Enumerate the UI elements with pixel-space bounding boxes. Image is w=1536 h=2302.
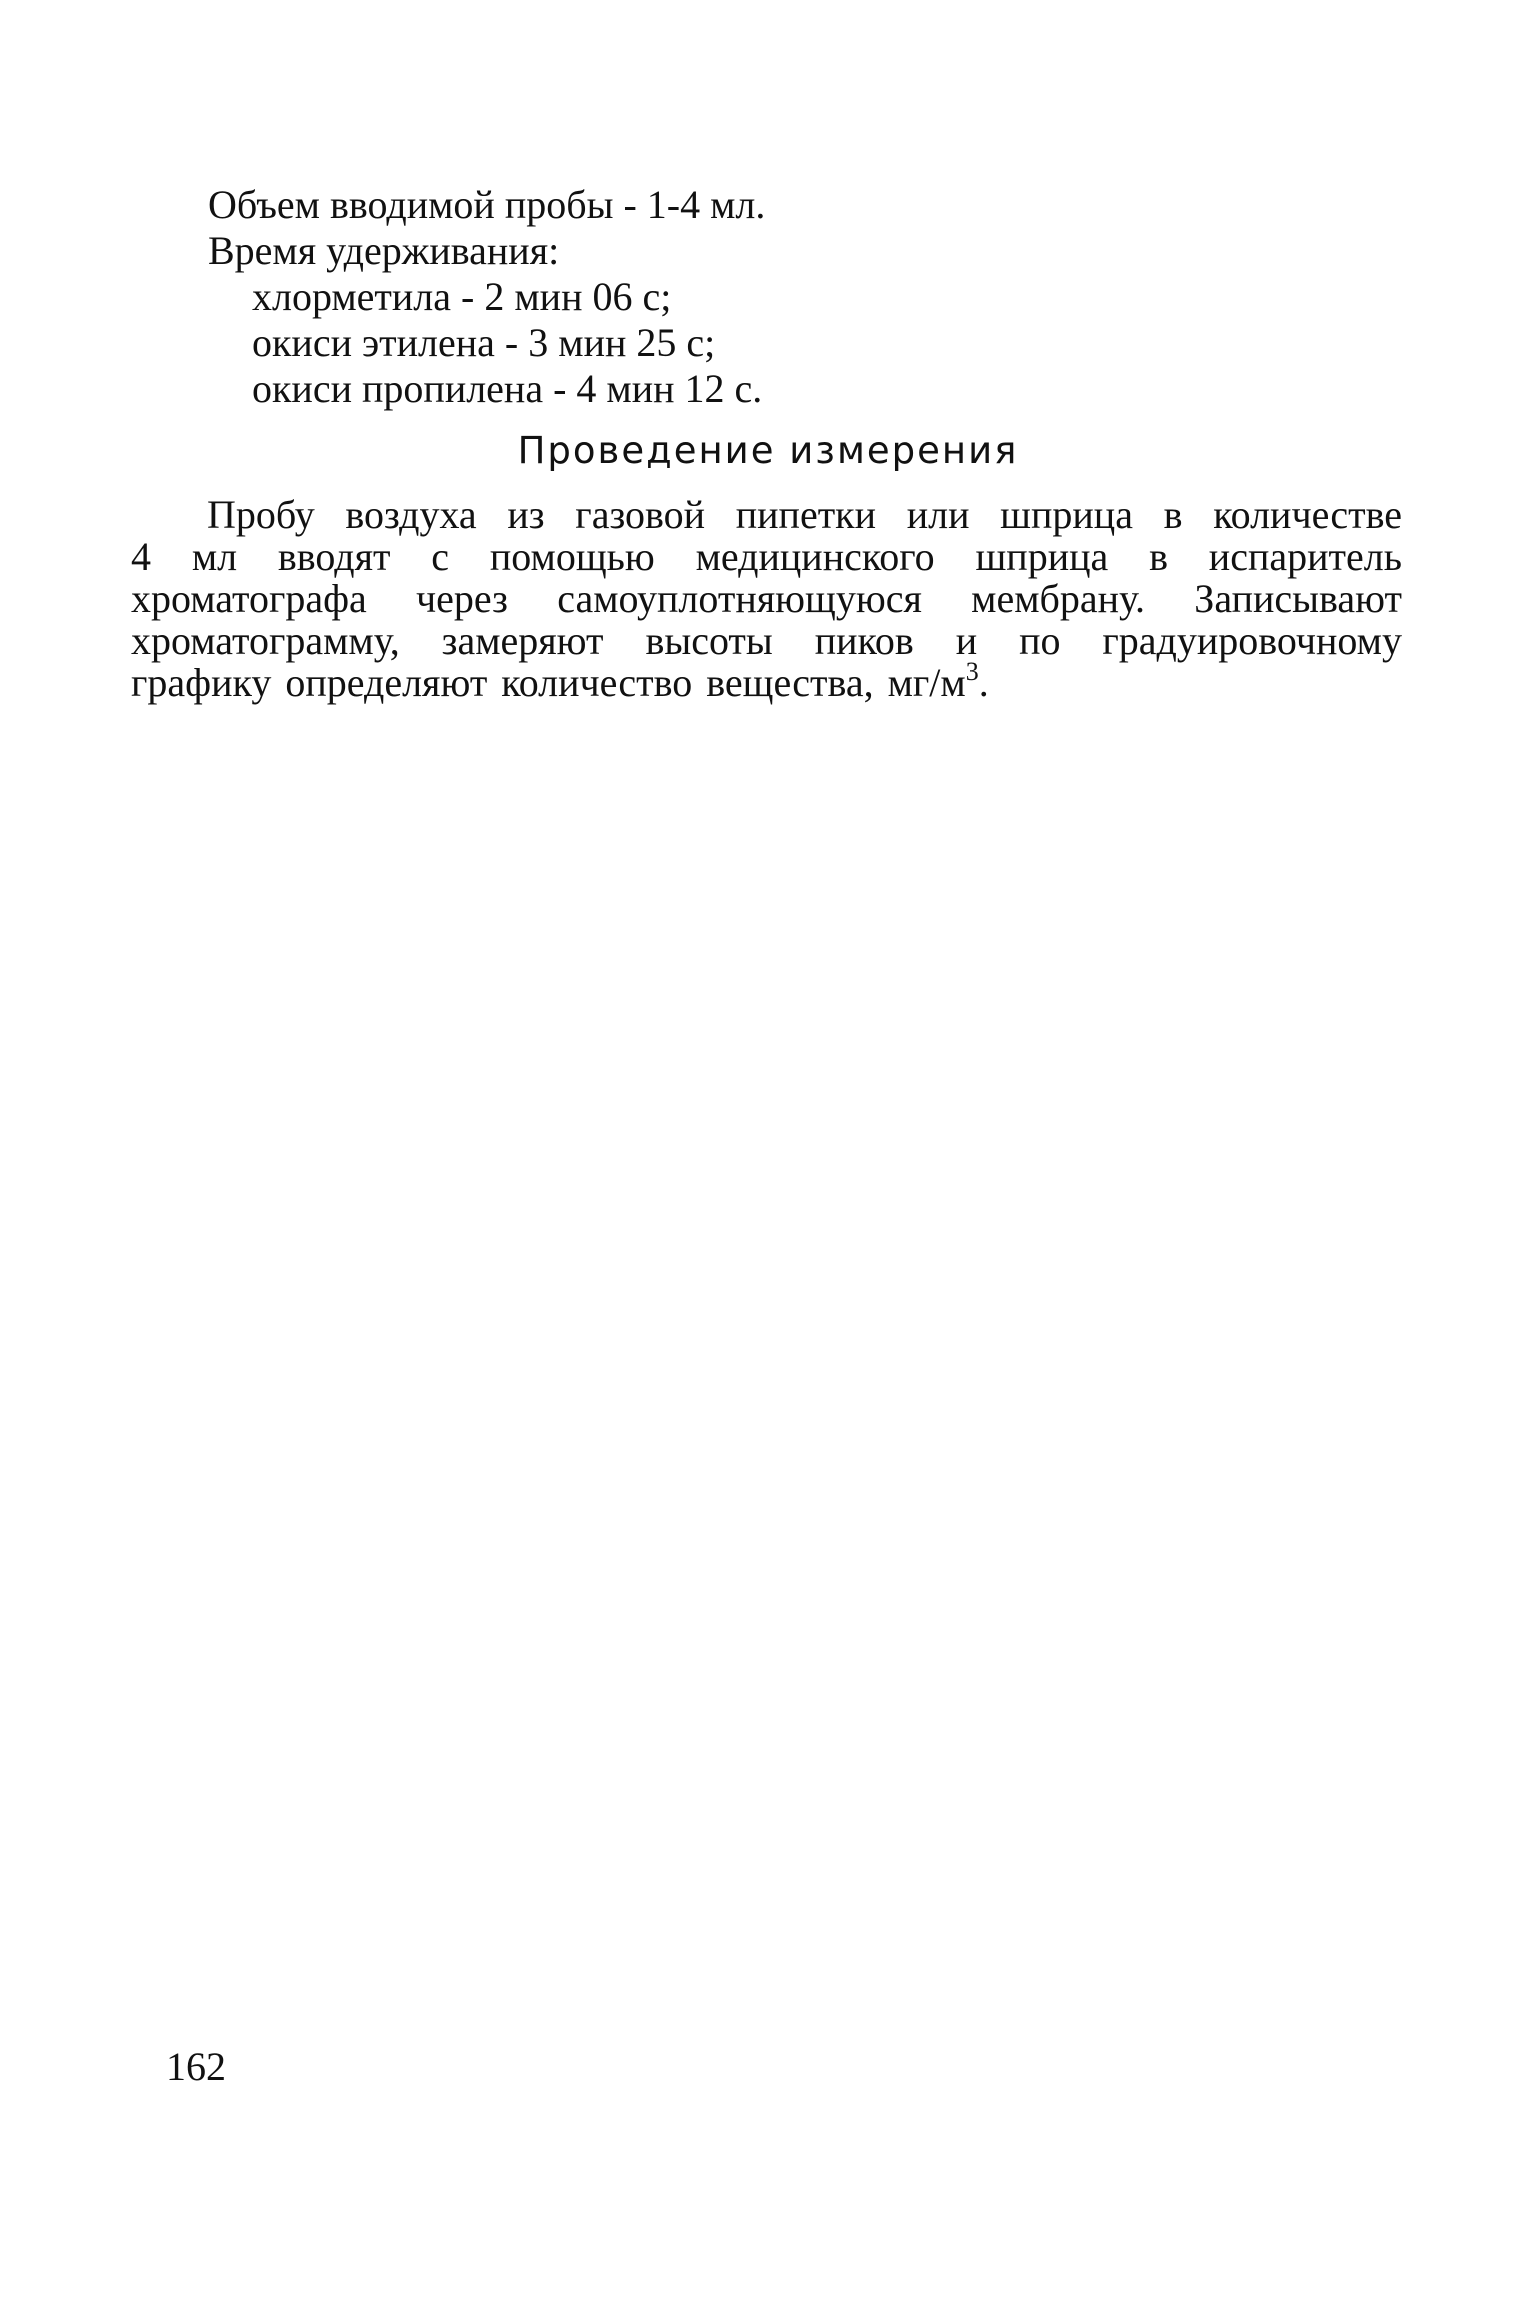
paragraph-word: или [906,492,970,537]
section-heading: Проведение измерения [517,429,1019,472]
paragraph-word: шприца [975,534,1109,579]
paragraph-word: по [1019,618,1061,663]
paragraph-word: пиков [814,618,914,663]
paragraph-word: $мг/м^3$. [887,657,989,705]
paragraph-word: вещества, [706,660,874,705]
paragraph-line [131,578,1402,620]
paragraph-word: определяют [285,660,488,705]
paragraph-word: вводят [277,534,391,579]
paragraph-word: 4 [131,534,151,579]
retention-item-chloromethyl: хлорметила - 2 мин 06 с; [252,274,672,319]
paragraph-word: через [416,576,508,621]
paragraph-word: из [507,492,545,537]
retention-time-label: Время удерживания: [208,228,560,273]
paragraph-word: в [1163,492,1183,537]
page-number: 162 [166,2044,226,2089]
paragraph-word: количество [501,660,693,705]
paragraph-word: газовой [575,492,706,537]
sample-volume-line: Объем вводимой пробы - 1-4 мл. [208,182,766,227]
paragraph-word: количестве [1213,492,1402,537]
retention-item-ethylene-oxide: окиси этилена - 3 мин 25 с; [252,320,716,365]
paragraph-word: мембрану. [971,576,1146,621]
paragraph-word: испаритель [1208,534,1402,579]
paragraph-word: хроматограмму, [131,618,400,663]
paragraph-line [131,620,1402,662]
retention-item-propylene-oxide: окиси пропилена - 4 мин 12 с. [252,366,763,411]
paragraph-word: шприца [1000,492,1133,537]
paragraph-word: графику [131,660,272,705]
measurement-paragraph [131,494,1402,704]
paragraph-word: с [431,534,450,579]
paragraph-word: воздуха [345,492,477,537]
paragraph-line [131,494,1402,536]
paragraph-line [131,657,1402,705]
paragraph-word: медицинского [695,534,935,579]
paragraph-word: самоуплотняющуюся [557,576,922,621]
paragraph-line [131,536,1402,578]
unit-superscript: 3 [965,657,979,686]
paragraph-word: пипетки [735,492,877,537]
paragraph-word: Записывают [1194,576,1402,621]
paragraph-word: высоты [645,618,773,663]
paragraph-word: Пробу [207,492,315,537]
paragraph-word: хроматографа [131,576,367,621]
paragraph-word: и [955,618,978,663]
paragraph-word: в [1149,534,1168,579]
paragraph-word: помощью [489,534,655,579]
chromatography-parameters [208,182,1208,412]
paragraph-word: градуировочному [1102,618,1402,663]
paragraph-word: мл [191,534,238,579]
paragraph-word: замеряют [441,618,604,663]
